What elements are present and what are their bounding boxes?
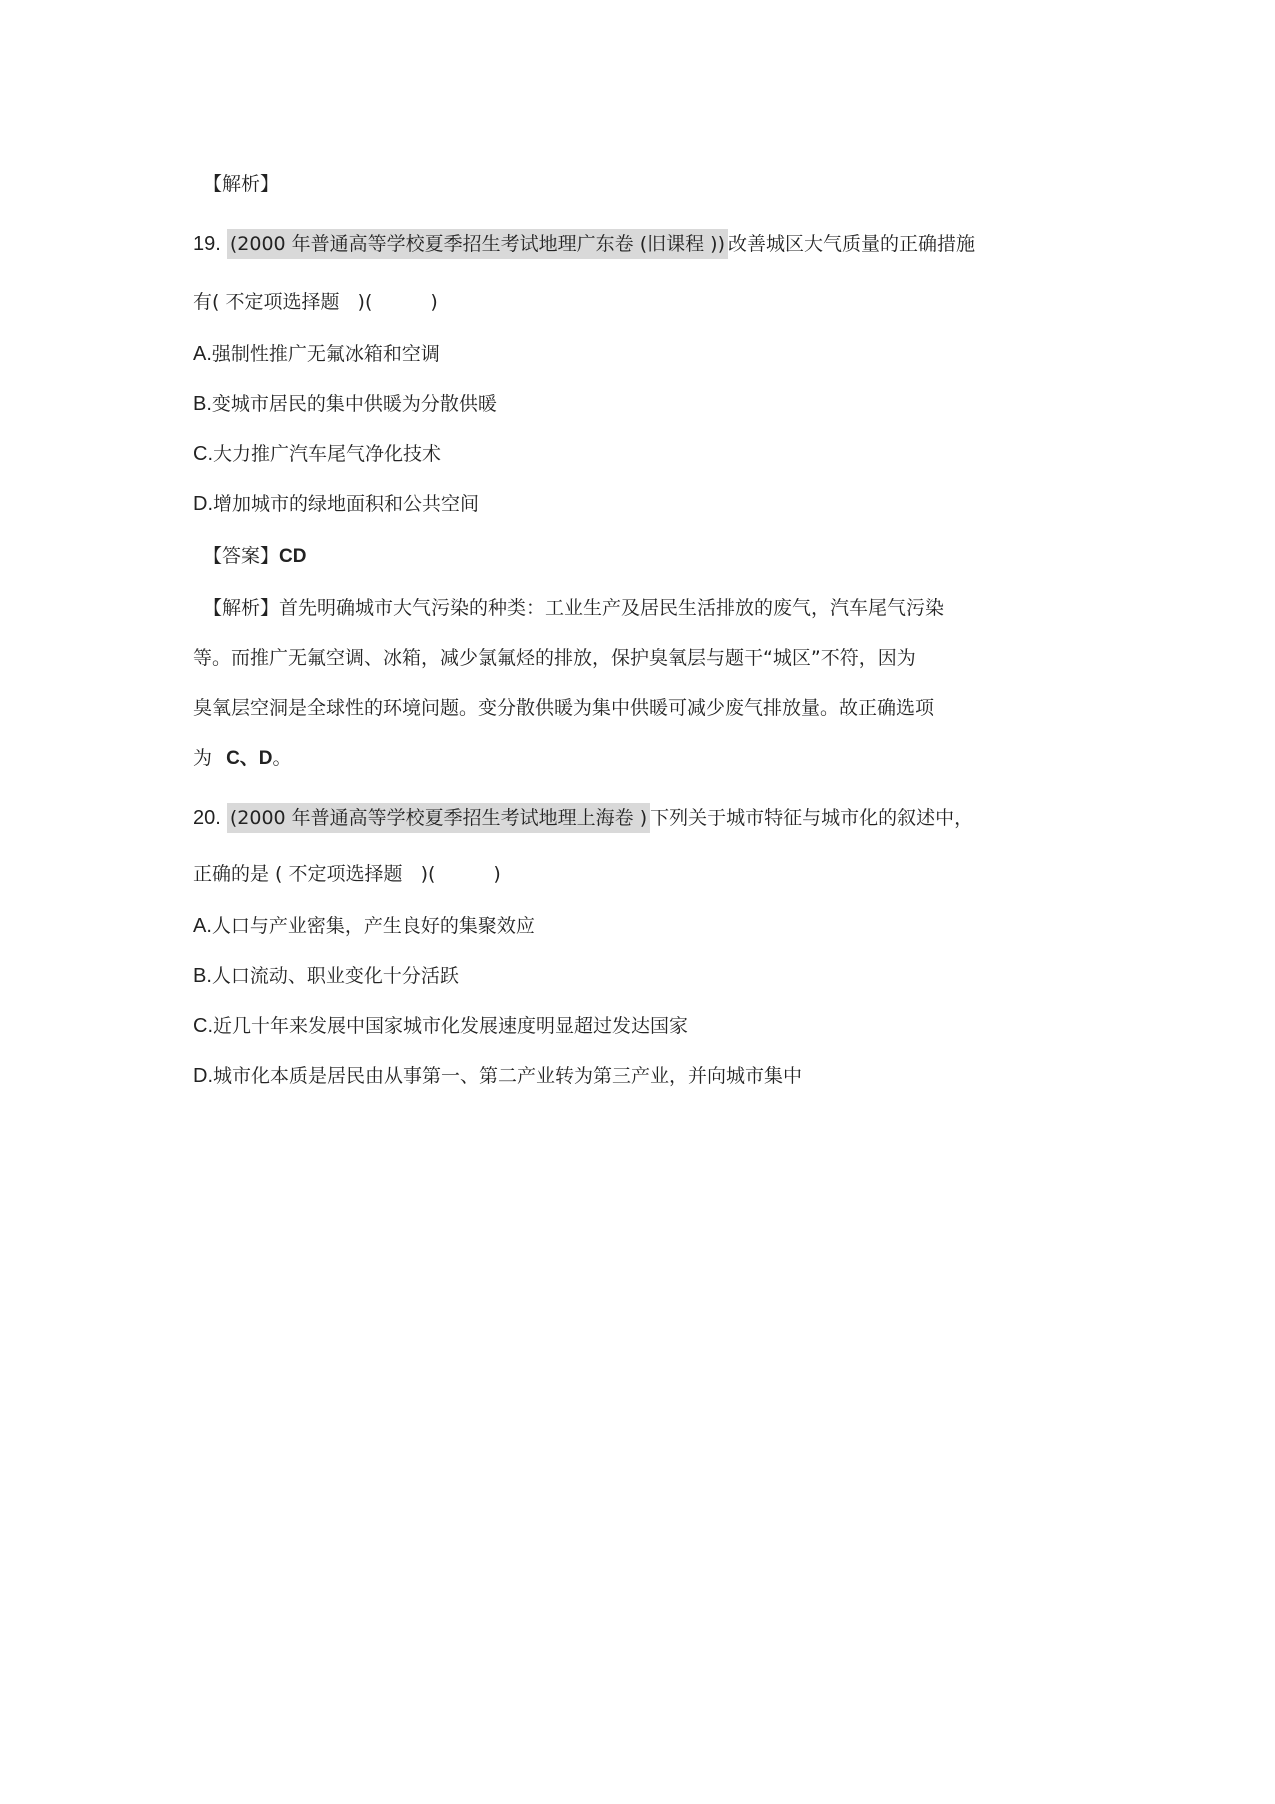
answer-blank-close: ) [430, 291, 438, 313]
option-c [193, 1014, 688, 1038]
question-20-stem-line2 [193, 862, 501, 886]
question-stem: 改善城区大气质量的正确措施 [727, 233, 975, 255]
option-d [193, 1064, 802, 1088]
analysis-line-3: 臭氧层空洞是全球性的环境问题。变分散供暖为集中供暖可减少废气排放量。故正确选项 [193, 697, 935, 719]
question-type: 不定项选择题 [288, 863, 403, 885]
option-text: 人口与产业密集，产生良好的集聚效应 [211, 915, 535, 937]
analysis-label: 【解析】 [203, 597, 280, 619]
option-b [193, 392, 497, 416]
option-c [193, 442, 441, 466]
analysis-line-4 [193, 746, 292, 771]
option-letter: C. [193, 1015, 213, 1037]
question-20-stem-line1 [193, 806, 973, 830]
analysis-label: 【解析】 [203, 173, 280, 195]
analysis-text: 。 [272, 747, 292, 769]
option-text: 大力推广汽车尾气净化技术 [213, 443, 442, 465]
option-a [193, 914, 535, 938]
question-19-stem-line1 [193, 232, 975, 256]
analysis-line-1 [203, 596, 944, 620]
stem-text: 有( [193, 291, 220, 313]
question-source: (2000 年普通高等学校夏季招生考试地理上海卷 ) [227, 803, 650, 833]
question-type: 不定项选择题 [225, 291, 340, 313]
option-text: 增加城市的绿地面积和公共空间 [213, 493, 480, 515]
option-text: 城市化本质是居民由从事第一、第二产业转为第三产业，并向城市集中 [213, 1065, 803, 1087]
option-d [193, 492, 479, 516]
question-number: 19. [193, 233, 221, 255]
answer-blank-open: )( [357, 291, 373, 313]
option-letter: A. [193, 343, 212, 365]
option-letter: A. [193, 915, 212, 937]
analysis-text: 首先明确城市大气污染的种类：工业生产及居民生活排放的废气，汽车尾气污染 [279, 597, 945, 619]
option-letter: C. [193, 443, 213, 465]
option-b [193, 964, 459, 988]
question-number: 20. [193, 807, 221, 829]
option-a [193, 342, 440, 366]
answer-value: CD [279, 546, 307, 567]
option-text: 强制性推广无氟冰箱和空调 [211, 343, 440, 365]
analysis-line-2: 等。而推广无氟空调、冰箱，减少氯氟烃的排放，保护臭氧层与题干“城区”不符，因为 [193, 647, 916, 669]
option-text: 近几十年来发展中国家城市化发展速度明显超过发达国家 [213, 1015, 689, 1037]
question-source: (2000 年普通高等学校夏季招生考试地理广东卷 (旧课程 )) [227, 229, 728, 259]
option-text: 变城市居民的集中供暖为分散供暖 [211, 393, 497, 415]
answer-blank-close: ) [493, 863, 501, 885]
stem-text: 正确的是 ( [193, 863, 283, 885]
option-letter: D. [193, 1065, 213, 1087]
answer-label: 【答案】 [203, 545, 280, 567]
analysis-text: 为 [193, 747, 213, 769]
option-letter: B. [193, 965, 212, 987]
question-stem: 下列关于城市特征与城市化的叙述中， [650, 807, 974, 829]
answer-line [203, 544, 306, 569]
option-text: 人口流动、职业变化十分活跃 [211, 965, 459, 987]
answer-blank-open: )( [420, 863, 436, 885]
option-letter: B. [193, 393, 212, 415]
question-19-stem-line2 [193, 290, 438, 314]
analysis-answer: C、D [226, 748, 273, 769]
option-letter: D. [193, 493, 213, 515]
